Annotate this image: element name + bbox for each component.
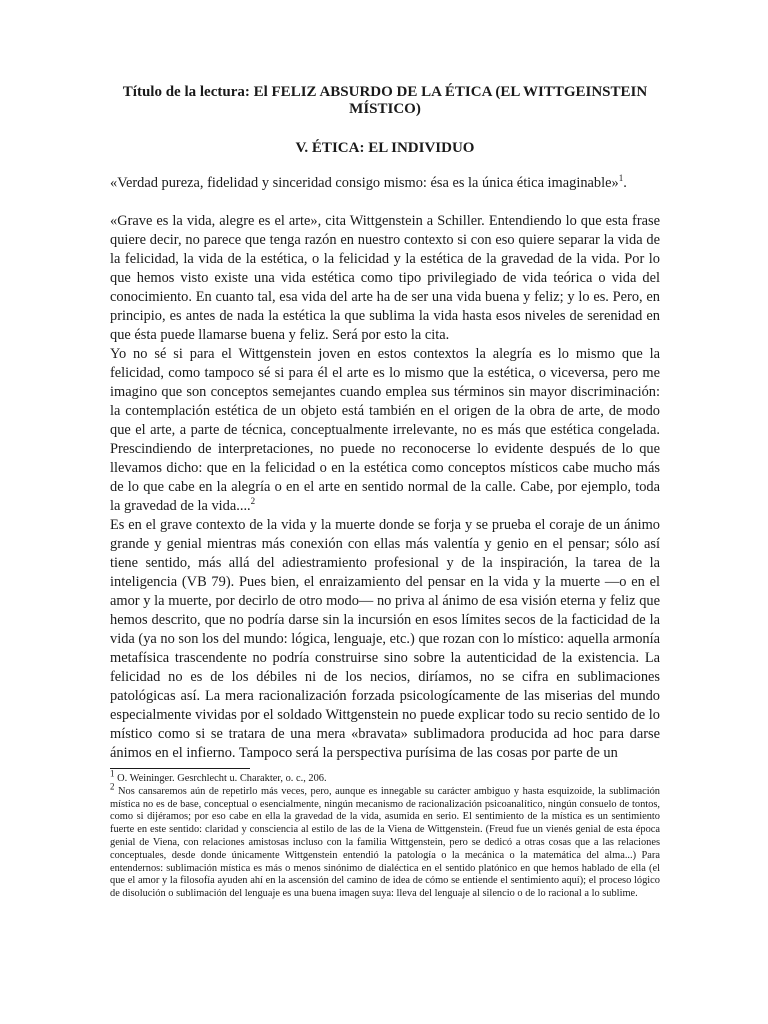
paragraph-3: Es en el grave contexto de la vida y la muerte donde se forja y se prueba el coraje de un ánimo grande y genial mientras más conexión con ellas más valentía y genio en el pensar; sólo así tiene sentido, más allá del adiestramiento profesional y de la inspiración, la tarea de la inteligencia (VB 79). Pues bien, el enraizamiento del pensar en la vida y la muerte —o en el amor y la muerte, por decirlo de otro modo— no priva al ánimo de esa visión eterna y feliz que hemos descrito, que no podría darse sin la incursión en esos límites secos de la facticidad de la vida (ya no son los del mundo: lógica, lenguaje, etc.) que rozan con lo místico: aquella armonía metafísica trascendente no podría construirse sino sobre la autenticidad de la existencia. La felicidad no es de los débiles ni de los necios, diríamos, no se cifra en sublimaciones patológicas así. La mera racionalización forzada psicologícamente de las miserias del mundo especialmente vividas por el soldado Wittgenstein no puede explicar todo su recio sentido de lo místico como si se tratara de una mera «bravata» sublimadora producida ad hoc para darse ánimos en el infierno. Tampoco será la perspectiva purísima de las cosas por parte de un <box>110 517 660 761</box>
paragraph-gap <box>110 193 660 212</box>
footnote-1-number: 1 <box>110 768 115 779</box>
paragraph-1: «Grave es la vida, alegre es el arte», cita Wittgenstein a Schiller. Entendiendo lo que esta frase quiere decir, no parece que tenga razón en nuestro contexto si con eso quiere separar la vida de la felicidad, la vida de la estética, o la felicidad y la estética de la gravedad de la vida. Por lo que hemos visto existe una vida estética como tipo privilegiado de vida teórica o vida del conocimiento. En cuanto tal, esa vida del arte ha de ser una vida buena y feliz; y lo es. Pero, en principio, es antes de nada la estética la que sublima la vida hasta esos niveles de serenidad en que ésta puede llamarse buena y feliz. Será por esto la cita. <box>110 213 660 343</box>
section-heading: V. ÉTICA: EL INDIVIDUO <box>295 140 475 156</box>
footnote-1 <box>110 768 660 786</box>
footnote-1-text: O. Weininger. Gesrchlecht u. Charakter, o. c., 206. <box>114 773 327 784</box>
document-title: Título de la lectura: El FELIZ ABSURDO DE LA ÉTICA (EL WITTGEINSTEIN MÍSTICO) <box>122 84 648 117</box>
epigraph-quote <box>110 174 660 193</box>
footnote-2 <box>110 781 660 901</box>
footnote-2-text: Nos cansaremos aún de repetirlo más veces, pero, aunque es innegable su carácter ambiguo y hasta esquizoide, la sublimación mística no es de base, conceptual o esencialmente, ningún mecanismo de racionalización psicoanalítico, ningún consuelo de tontos, como si dijéramos; por eso cabe en ella la gravedad de la vida, asumida en serio. El sentimiento de la mística es un sentimiento fuerte en este sentido: claridad y consciencia al estilo de las de la Viena de Wittgenstein. (Freud fue un vienés genial de esta época genial de Viena, con relaciones amistosas incluso con la familia Wittgenstein, pero se dedicó a otras cosas que a las relaciones conceptuales, desde donde únicamente Wittgenstein entendió la patología o la mecánica o la matemática del alma...) Para entendernos: sublimación mística es más o menos sinónimo de dialéctica en el sentido platónico en que hemos hablado de ella (el que el amor y la filosofía ayuden ahí en la ascensión del camino de idea de cómo se entiende el sentimiento aquí); el proceso lógico de disolución o sublimación del lenguaje es una buena imagen suya: lleva del lenguaje al silencio o de lo racional a lo sublime. <box>110 785 660 900</box>
footnote-ref-1: 1 <box>618 173 624 184</box>
footnote-2-number: 2 <box>110 781 115 792</box>
footnote-divider <box>110 768 250 769</box>
paragraph-2 <box>110 345 660 516</box>
footnote-ref-2: 2 <box>250 496 256 507</box>
epigraph-end: . <box>623 175 627 191</box>
paragraph-2-text: Yo no sé si para el Wittgenstein joven en estos contextos la alegría es lo mismo que la felicidad, como tampoco sé si para él el arte es lo mismo que la estética, o viceversa, pero me imagino que son conceptos semejantes cuando emplea sus términos sin mayor discriminación: la contemplación estética de un objeto está también en el origen de la obra de arte, de modo que el arte, a parte de técnica, conceptualmente irrelevante, no es más que estética congelada. Prescindiendo de interpretaciones, no puede no reconocerse lo evidente después de lo que llevamos dicho: que en la felicidad o en la estética como conceptos místicos cabe mucho más de lo que cabe en la alegría o en el arte en sentido normal de la calle. Cabe, por ejemplo, toda la gravedad de la vida.... <box>110 346 660 514</box>
epigraph-text: «Verdad pureza, fidelidad y sinceridad consigo mismo: ésa es la única ética imaginable» <box>110 175 619 191</box>
